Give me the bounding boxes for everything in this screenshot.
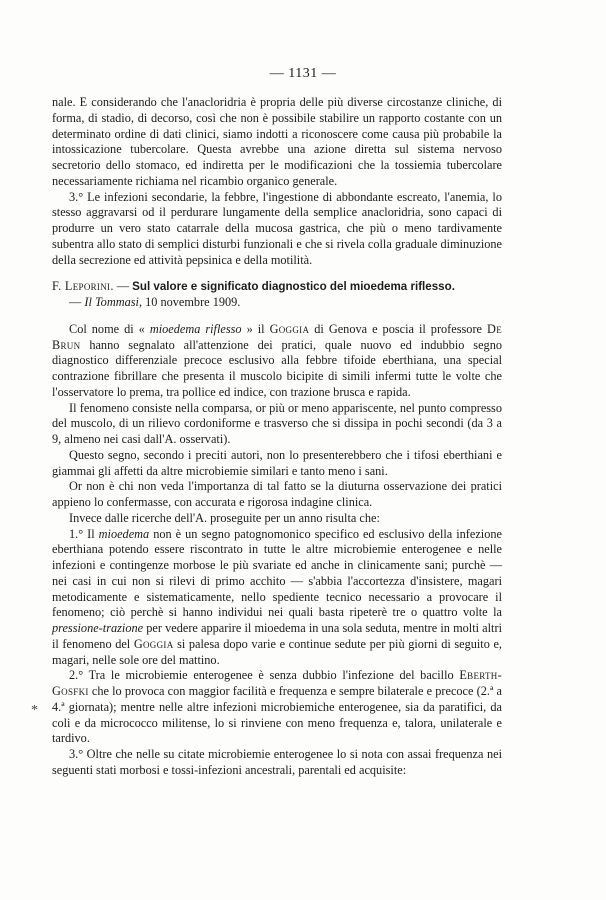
text-run: Col nome di « [69,321,150,336]
term-mioedema-riflesso: mioedema riflesso [149,321,242,336]
name-goggia: Goggia [269,321,310,336]
name-goggia: Goggia [133,636,174,651]
paragraph-point-3-infections: 3.° Le infezioni secondarie, la febbre, l'ingestione di abbondante escreato, l'anemia, lo stesso aggravarsi od il perdurare lungamente della semplice anacloridria, sono capaci di produrre un vero stato catarrale della mucosa gastrica, che più o meno tardivamente subentra allo stato di semplici disturbi funzionali e che si rivela colla graduale diminuzione della secrezione ed attività pepsinica e della motilità. [52,189,502,267]
text-run: che lo provoca con maggior facilità e frequenza e sempre bilaterale e precoce (2.ª a 4.ª giornata); mentre nelle altre infezioni microbiemiche enterogenee, sia da paratifici, da coli e da micrococco militense, lo si rinviene con meno frequenza e, talora, unilaterale e tardivo. [52,684,502,746]
body-text [52,95,502,779]
paragraph-segno: Questo segno, secondo i preciti autori, non lo presenterebbero che i tifosi eberthiani e giammai gli affetti da altre microbiemie similari e tanto meno i sani. [52,447,502,478]
text-run: 1.° Il [69,526,99,541]
text-run: si palesa dopo varie e continue sedute per più giorni di seguito e, magari, nelle sole ore del mattino. [52,636,503,667]
page-number: — 1131 — [269,66,337,81]
paragraph-importanza: Or non è chi non veda l'importanza di tal fatto se la diuturna osservazione dei pratici appieno lo confermasse, con accurata e rigorosa indagine clinica. [52,479,502,509]
journal-name: Il Tommasi [84,295,139,309]
article-heading [52,279,502,311]
paragraph-point-3: 3.° Oltre che nelle su citate microbiemie enterogenee lo si nota con assai frequenza nei seguenti stati morbosi e tossi-infezioni ancestrali, parentali ed acquisite: [52,747,502,777]
heading-dash: — [113,279,133,294]
article-title: Sul valore e significato diagnostico del mioedema riflesso. [132,280,455,294]
text-run: per vedere apparire il mioedema in una sola seduta, mentre in molti altri il fenomeno del [52,621,502,651]
journal-date: , 10 novembre 1909. [138,295,241,309]
text-run: 2.° Tra le microbiemie enterogenee è senza dubbio l'infezione del bacillo [69,668,460,683]
text-run: hanno segnalato all'attenzione dei pratici, quale nuovo ed indubbio segno diagnostico differenziale precoce esclusivo alla febbre tifoide eberthiana, una special contrazione fibrillare che presenta il muscolo bicipite di simili infermi tutte le volte che l'osservatore lo prema, tra pollice ed indice, con trazione brusca e rapida. [52,337,502,399]
name-eberth-gosfki: Eberth-Gosfki [52,668,502,698]
paragraph-intro [52,322,502,401]
paragraph-ricerche: Invece dalle ricerche dell'A. proseguite per un anno risulta che: [69,510,380,525]
paragraph-point-2 [52,668,502,747]
text-run: di Genova e poscia il professore [309,321,488,336]
margin-mark: * [31,703,38,718]
term-mioedema: mioedema [98,526,150,541]
term-pressione-trazione: pressione-trazione [52,621,144,635]
source-dash: — [69,295,85,309]
paragraph-anacloridria-conclusion: nale. E considerando che l'anacloridria è propria delle più diverse circostanze cliniche, di forma, di stadio, di decorso, così che non è possibile stabilire un rapporto costante con un determinato ordine di dati clinici, siamo indotti a riconoscere come causa più probabile la intossicazione tubercolare. Questa avrebbe una azione diretta sul sistema nervoso secretorio dello stomaco, ed indiretta per le modificazioni che la tossiemia tubercolare necessariamente richiama nel ricambio organico generale. [52,95,502,188]
text-run: » il [241,321,270,336]
article-author: F. Leporini. [52,279,114,294]
paragraph-point-1 [52,527,502,669]
text-run: non è un segno patognomonico specifico ed esclusivo della infezione eberthiana potendo essere riscontrato in tutte le altre microbiemie enterogenee e nelle infezioni e contingenze morbose le più svariate ed anche in clinicamente sani; purchè — nei casi in cui non si rilevi di primo acchito — s'abbia l'accortezza d'insistere, magari metodicamente e sistematicamente, nello spediente tecnico necessario a provocare il fenomeno; ciò perchè si hanno individui nei quali basta ripeterè tre o quattro volte la [52,526,502,620]
paragraph-fenomeno: Il fenomeno consiste nella comparsa, or più or meno appariscente, nel punto compresso del muscolo, di un rilievo cordoniforme e trasverso che si dissipa in pochi secondi (da 3 a 9, almeno nei casi dall'A. osservati). [52,400,502,446]
article-source [52,295,502,311]
name-de-brun: De Brun [52,321,502,352]
